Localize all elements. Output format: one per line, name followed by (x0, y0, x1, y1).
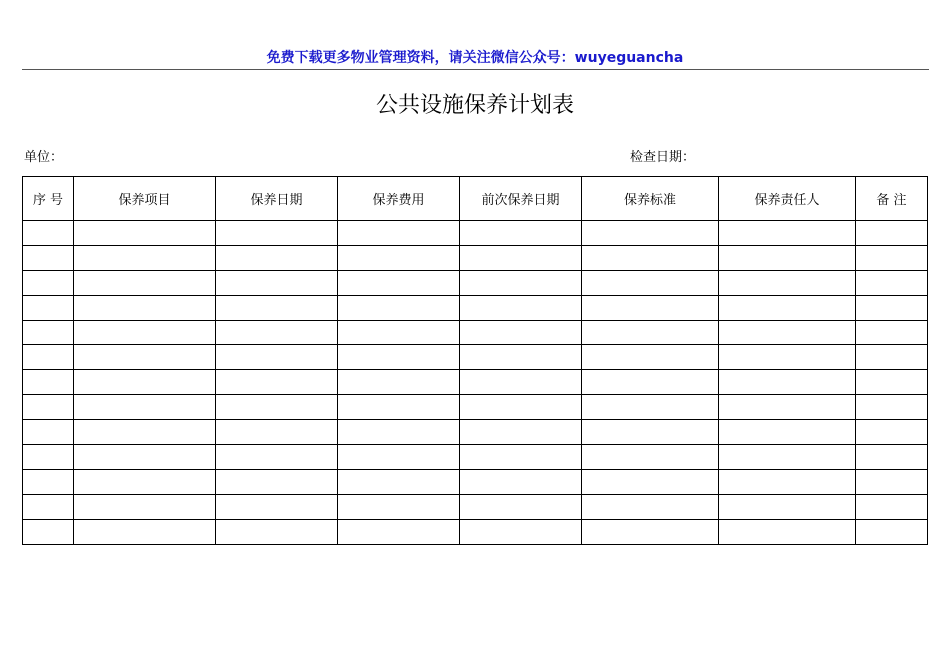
table-cell[interactable] (719, 295, 856, 320)
table-cell[interactable] (216, 295, 338, 320)
table-cell[interactable] (74, 395, 216, 420)
table-row (23, 270, 928, 295)
table-cell[interactable] (856, 245, 928, 270)
column-header-standard: 保养标准 (582, 177, 719, 221)
table-cell[interactable] (23, 445, 74, 470)
table-row (23, 320, 928, 345)
table-cell[interactable] (74, 494, 216, 519)
table-cell[interactable] (216, 221, 338, 246)
table-cell[interactable] (460, 270, 582, 295)
table-cell[interactable] (582, 469, 719, 494)
table-cell[interactable] (74, 469, 216, 494)
table-cell[interactable] (856, 469, 928, 494)
table-cell[interactable] (23, 494, 74, 519)
table-cell[interactable] (856, 395, 928, 420)
table-cell[interactable] (460, 420, 582, 445)
table-cell[interactable] (719, 395, 856, 420)
table-cell[interactable] (23, 519, 74, 544)
column-header-previous-date: 前次保养日期 (460, 177, 582, 221)
table-cell[interactable] (719, 320, 856, 345)
table-cell[interactable] (74, 420, 216, 445)
table-row (23, 395, 928, 420)
table-cell[interactable] (216, 245, 338, 270)
table-cell[interactable] (338, 445, 460, 470)
table-cell[interactable] (719, 519, 856, 544)
table-cell[interactable] (338, 469, 460, 494)
table-cell[interactable] (23, 420, 74, 445)
table-row (23, 494, 928, 519)
table-cell[interactable] (719, 245, 856, 270)
table-cell[interactable] (719, 345, 856, 370)
table-cell[interactable] (338, 420, 460, 445)
table-cell[interactable] (582, 420, 719, 445)
table-cell[interactable] (460, 370, 582, 395)
column-header-responsible: 保养责任人 (719, 177, 856, 221)
table-cell[interactable] (74, 221, 216, 246)
table-cell[interactable] (460, 469, 582, 494)
table-cell[interactable] (338, 295, 460, 320)
maintenance-plan-table (22, 176, 928, 545)
table-cell[interactable] (23, 395, 74, 420)
table-cell[interactable] (460, 221, 582, 246)
document-title: 公共设施保养计划表 (375, 93, 574, 118)
table-cell[interactable] (460, 519, 582, 544)
table-cell[interactable] (856, 320, 928, 345)
table-cell[interactable] (856, 445, 928, 470)
table-cell[interactable] (460, 320, 582, 345)
table-cell[interactable] (460, 395, 582, 420)
table-cell[interactable] (216, 345, 338, 370)
table-cell[interactable] (216, 469, 338, 494)
table-cell[interactable] (23, 345, 74, 370)
table-cell[interactable] (582, 519, 719, 544)
table-cell[interactable] (582, 320, 719, 345)
table-cell[interactable] (23, 370, 74, 395)
table-cell[interactable] (856, 345, 928, 370)
table-cell[interactable] (582, 345, 719, 370)
table-row (23, 345, 928, 370)
table-cell[interactable] (74, 270, 216, 295)
table-cell[interactable] (74, 245, 216, 270)
table-cell[interactable] (338, 519, 460, 544)
table-cell[interactable] (856, 270, 928, 295)
table-cell[interactable] (338, 245, 460, 270)
table-cell[interactable] (338, 345, 460, 370)
table-cell[interactable] (74, 295, 216, 320)
column-header-remarks: 备 注 (856, 177, 928, 221)
table-cell[interactable] (582, 270, 719, 295)
table-cell[interactable] (74, 370, 216, 395)
table-cell[interactable] (23, 270, 74, 295)
table-cell[interactable] (582, 494, 719, 519)
table-cell[interactable] (74, 445, 216, 470)
header-divider (22, 69, 929, 70)
table-cell[interactable] (582, 245, 719, 270)
table-cell[interactable] (719, 370, 856, 395)
table-cell[interactable] (719, 445, 856, 470)
table-cell[interactable] (460, 445, 582, 470)
table-cell[interactable] (460, 295, 582, 320)
table-cell[interactable] (719, 494, 856, 519)
table-cell[interactable] (74, 345, 216, 370)
column-header-index: 序 号 (23, 177, 74, 221)
table-cell[interactable] (719, 420, 856, 445)
table-header-row (23, 177, 928, 221)
table-cell[interactable] (216, 519, 338, 544)
table-cell[interactable] (23, 295, 74, 320)
column-header-item: 保养项目 (74, 177, 216, 221)
table-cell[interactable] (216, 320, 338, 345)
table-cell[interactable] (719, 221, 856, 246)
table-cell[interactable] (74, 320, 216, 345)
unit-label: 单位： (24, 150, 64, 165)
table-cell[interactable] (856, 221, 928, 246)
table-cell[interactable] (719, 469, 856, 494)
table-cell[interactable] (216, 370, 338, 395)
table-row (23, 370, 928, 395)
table-row (23, 519, 928, 544)
table-cell[interactable] (460, 245, 582, 270)
check-date-label: 检查日期： (630, 150, 696, 165)
column-header-cost: 保养费用 (338, 177, 460, 221)
table-cell[interactable] (23, 221, 74, 246)
table-row (23, 295, 928, 320)
table-cell[interactable] (582, 221, 719, 246)
table-cell[interactable] (338, 221, 460, 246)
table-cell[interactable] (719, 270, 856, 295)
table-cell[interactable] (582, 395, 719, 420)
table-row (23, 221, 928, 246)
table-cell[interactable] (216, 494, 338, 519)
table-cell[interactable] (338, 494, 460, 519)
table-row (23, 420, 928, 445)
table-cell[interactable] (216, 445, 338, 470)
table-cell[interactable] (460, 494, 582, 519)
table-cell[interactable] (338, 370, 460, 395)
table-cell[interactable] (23, 469, 74, 494)
column-header-date: 保养日期 (216, 177, 338, 221)
promo-banner: 免费下载更多物业管理资料，请关注微信公众号：wuyeguancha (266, 50, 684, 66)
table-cell[interactable] (582, 370, 719, 395)
table-cell[interactable] (582, 295, 719, 320)
table-row (23, 245, 928, 270)
table-cell[interactable] (216, 420, 338, 445)
table-row (23, 445, 928, 470)
table-cell[interactable] (856, 295, 928, 320)
table-cell[interactable] (74, 519, 216, 544)
table-cell[interactable] (216, 270, 338, 295)
table-cell[interactable] (338, 270, 460, 295)
table-cell[interactable] (23, 320, 74, 345)
table-cell[interactable] (856, 420, 928, 445)
table-cell[interactable] (582, 445, 719, 470)
table-row (23, 469, 928, 494)
table-cell[interactable] (460, 345, 582, 370)
table-cell[interactable] (338, 320, 460, 345)
table-cell[interactable] (856, 370, 928, 395)
table-cell[interactable] (216, 395, 338, 420)
table-cell[interactable] (856, 494, 928, 519)
table-cell[interactable] (23, 245, 74, 270)
table-cell[interactable] (338, 395, 460, 420)
table-cell[interactable] (856, 519, 928, 544)
